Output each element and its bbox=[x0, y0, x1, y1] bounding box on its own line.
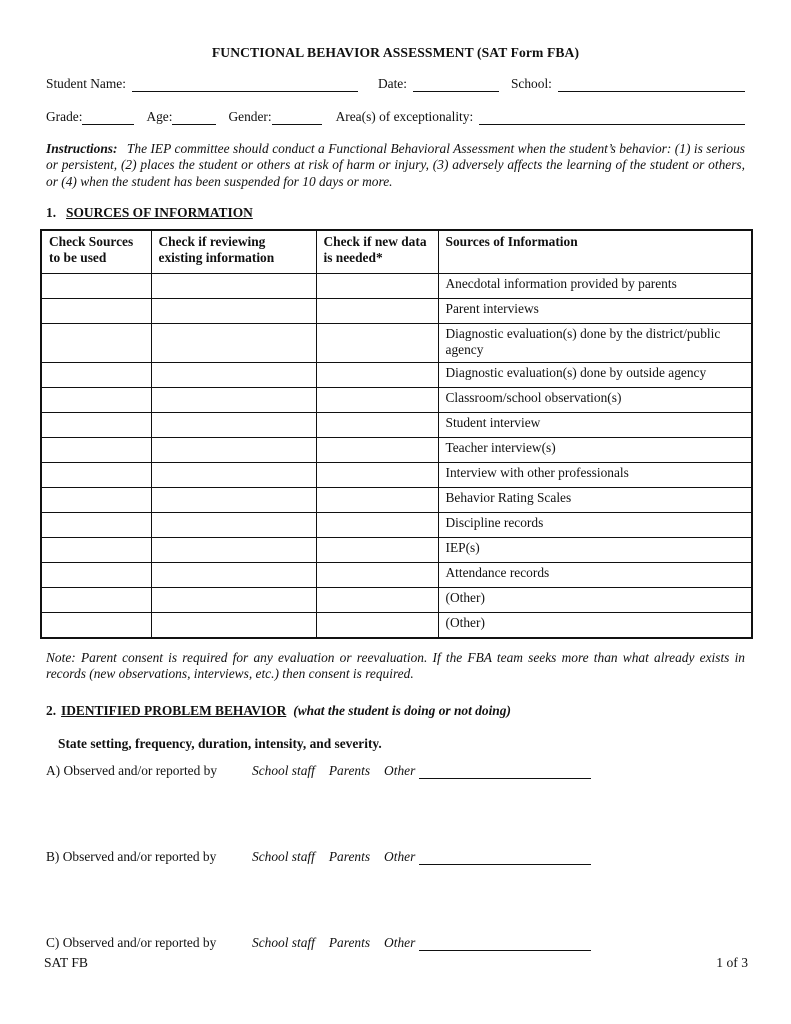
table-row bbox=[41, 274, 752, 299]
check-new-cell[interactable] bbox=[316, 274, 438, 299]
check-used-cell[interactable] bbox=[41, 487, 151, 512]
source-label-cell: Classroom/school observation(s) bbox=[438, 387, 752, 412]
table-row bbox=[41, 362, 752, 387]
check-used-cell[interactable] bbox=[41, 387, 151, 412]
exceptionality-blank[interactable] bbox=[479, 110, 745, 125]
other-blank-a[interactable] bbox=[419, 764, 591, 779]
check-existing-cell[interactable] bbox=[151, 562, 316, 587]
check-used-cell[interactable] bbox=[41, 587, 151, 612]
source-label-cell: IEP(s) bbox=[438, 537, 752, 562]
gender-blank[interactable] bbox=[272, 110, 322, 125]
check-used-cell[interactable] bbox=[41, 562, 151, 587]
section-1-number: 1. bbox=[46, 205, 57, 220]
school-blank[interactable] bbox=[558, 77, 745, 92]
table-row bbox=[41, 562, 752, 587]
source-label-cell: Diagnostic evaluation(s) done by outside agency bbox=[438, 362, 752, 387]
check-existing-cell[interactable] bbox=[151, 612, 316, 638]
col-header-check-sources: Check Sources to be used bbox=[41, 230, 151, 274]
check-existing-cell[interactable] bbox=[151, 387, 316, 412]
source-label-cell: Anecdotal information provided by parents bbox=[438, 274, 752, 299]
check-existing-cell[interactable] bbox=[151, 299, 316, 324]
section-2-number: 2. bbox=[46, 703, 57, 718]
check-existing-cell[interactable] bbox=[151, 537, 316, 562]
section-2-title: IDENTIFIED PROBLEM BEHAVIOR bbox=[61, 703, 287, 718]
check-existing-cell[interactable] bbox=[151, 324, 316, 363]
check-used-cell[interactable] bbox=[41, 437, 151, 462]
source-label-cell: (Other) bbox=[438, 587, 752, 612]
option-school-staff[interactable]: School staff bbox=[252, 935, 315, 950]
source-label-cell: Parent interviews bbox=[438, 299, 752, 324]
check-used-cell[interactable] bbox=[41, 462, 151, 487]
table-row bbox=[41, 412, 752, 437]
check-new-cell[interactable] bbox=[316, 512, 438, 537]
check-used-cell[interactable] bbox=[41, 324, 151, 363]
observed-row-c bbox=[46, 935, 745, 951]
consent-note: Note: Parent consent is required for any evaluation or reevaluation. If the FBA team seeks more than what already exists in records (new observations, interviews, etc.) then consent is required. bbox=[46, 650, 745, 682]
date-label: Date: bbox=[377, 76, 407, 91]
instructions-label: Instructions: bbox=[46, 141, 118, 156]
table-row bbox=[41, 537, 752, 562]
source-label-cell: Attendance records bbox=[438, 562, 752, 587]
source-label-cell: Student interview bbox=[438, 412, 752, 437]
col-header-sources: Sources of Information bbox=[438, 230, 752, 274]
check-new-cell[interactable] bbox=[316, 587, 438, 612]
student-info-row-1 bbox=[46, 76, 745, 92]
option-other[interactable]: Other bbox=[384, 763, 416, 778]
check-new-cell[interactable] bbox=[316, 437, 438, 462]
gender-label: Gender: bbox=[228, 109, 272, 124]
instructions-text: The IEP committee should conduct a Functional Behavioral Assessment when the student’s behavior: (1) is serious or persistent, (2) places the student or others at risk of harm or injury, (3) adversely affects the learning of the student or others, or (4) when the student has been suspended for 10 days or more. bbox=[46, 141, 745, 189]
observed-row-b bbox=[46, 849, 745, 865]
check-used-cell[interactable] bbox=[41, 512, 151, 537]
source-label-cell: Behavior Rating Scales bbox=[438, 487, 752, 512]
student-name-blank[interactable] bbox=[132, 77, 358, 92]
check-new-cell[interactable] bbox=[316, 324, 438, 363]
grade-label: Grade: bbox=[46, 109, 83, 124]
check-new-cell[interactable] bbox=[316, 537, 438, 562]
check-new-cell[interactable] bbox=[316, 387, 438, 412]
check-new-cell[interactable] bbox=[316, 412, 438, 437]
source-label-cell: Diagnostic evaluation(s) done by the district/public agency bbox=[438, 324, 752, 363]
form-title: FUNCTIONAL BEHAVIOR ASSESSMENT (SAT Form FBA) bbox=[211, 45, 580, 60]
check-existing-cell[interactable] bbox=[151, 274, 316, 299]
other-blank-b[interactable] bbox=[419, 850, 591, 865]
check-new-cell[interactable] bbox=[316, 562, 438, 587]
student-info-row-2 bbox=[46, 109, 745, 125]
check-used-cell[interactable] bbox=[41, 412, 151, 437]
school-label: School: bbox=[510, 76, 552, 91]
check-new-cell[interactable] bbox=[316, 612, 438, 638]
section-2-subtitle: (what the student is doing or not doing) bbox=[293, 703, 511, 718]
observed-a-label: A) Observed and/or reported by bbox=[46, 763, 218, 778]
option-other[interactable]: Other bbox=[384, 935, 416, 950]
table-row bbox=[41, 299, 752, 324]
age-label: Age: bbox=[146, 109, 173, 124]
col-header-check-existing: Check if reviewing existing information bbox=[151, 230, 316, 274]
section-1-heading bbox=[46, 205, 745, 221]
table-row bbox=[41, 587, 752, 612]
table-row bbox=[41, 487, 752, 512]
check-used-cell[interactable] bbox=[41, 362, 151, 387]
check-new-cell[interactable] bbox=[316, 462, 438, 487]
check-existing-cell[interactable] bbox=[151, 512, 316, 537]
table-row bbox=[41, 387, 752, 412]
check-existing-cell[interactable] bbox=[151, 362, 316, 387]
source-label-cell: Interview with other professionals bbox=[438, 462, 752, 487]
section-1-title: SOURCES OF INFORMATION bbox=[66, 205, 253, 220]
check-existing-cell[interactable] bbox=[151, 462, 316, 487]
student-name-label: Student Name: bbox=[46, 76, 126, 91]
check-new-cell[interactable] bbox=[316, 362, 438, 387]
check-used-cell[interactable] bbox=[41, 274, 151, 299]
page-number: 1 of 3 bbox=[716, 955, 748, 970]
check-existing-cell[interactable] bbox=[151, 437, 316, 462]
option-school-staff[interactable]: School staff bbox=[252, 849, 315, 864]
source-label-cell: (Other) bbox=[438, 612, 752, 638]
check-new-cell[interactable] bbox=[316, 299, 438, 324]
instructions-paragraph bbox=[46, 141, 745, 190]
observed-c-label: C) Observed and/or reported by bbox=[46, 935, 217, 950]
option-other[interactable]: Other bbox=[384, 849, 416, 864]
check-existing-cell[interactable] bbox=[151, 487, 316, 512]
age-blank[interactable] bbox=[172, 110, 216, 125]
check-used-cell[interactable] bbox=[41, 299, 151, 324]
table-header-row bbox=[41, 230, 752, 274]
option-parents[interactable]: Parents bbox=[328, 763, 371, 778]
check-new-cell[interactable] bbox=[316, 487, 438, 512]
table-row bbox=[41, 612, 752, 638]
source-label-cell: Discipline records bbox=[438, 512, 752, 537]
section-2-heading bbox=[46, 703, 745, 719]
other-blank-c[interactable] bbox=[419, 936, 591, 951]
observed-row-a bbox=[46, 763, 745, 779]
grade-blank[interactable] bbox=[82, 110, 134, 125]
observed-b-label: B) Observed and/or reported by bbox=[46, 849, 217, 864]
section-2-instruction: State setting, frequency, duration, intensity, and severity. bbox=[58, 736, 382, 751]
source-label-cell: Teacher interview(s) bbox=[438, 437, 752, 462]
option-school-staff[interactable]: School staff bbox=[252, 763, 315, 778]
check-existing-cell[interactable] bbox=[151, 412, 316, 437]
table-row bbox=[41, 324, 752, 363]
date-blank[interactable] bbox=[413, 77, 499, 92]
exceptionality-label: Area(s) of exceptionality: bbox=[335, 109, 474, 124]
table-row bbox=[41, 437, 752, 462]
check-used-cell[interactable] bbox=[41, 612, 151, 638]
option-parents[interactable]: Parents bbox=[328, 849, 371, 864]
col-header-check-new-data: Check if new data is needed* bbox=[316, 230, 438, 274]
check-existing-cell[interactable] bbox=[151, 587, 316, 612]
check-used-cell[interactable] bbox=[41, 537, 151, 562]
sources-of-information-table bbox=[40, 229, 753, 639]
table-row bbox=[41, 512, 752, 537]
option-parents[interactable]: Parents bbox=[328, 935, 371, 950]
form-code: SAT FB bbox=[44, 955, 88, 970]
page-footer bbox=[44, 955, 748, 971]
table-row bbox=[41, 462, 752, 487]
